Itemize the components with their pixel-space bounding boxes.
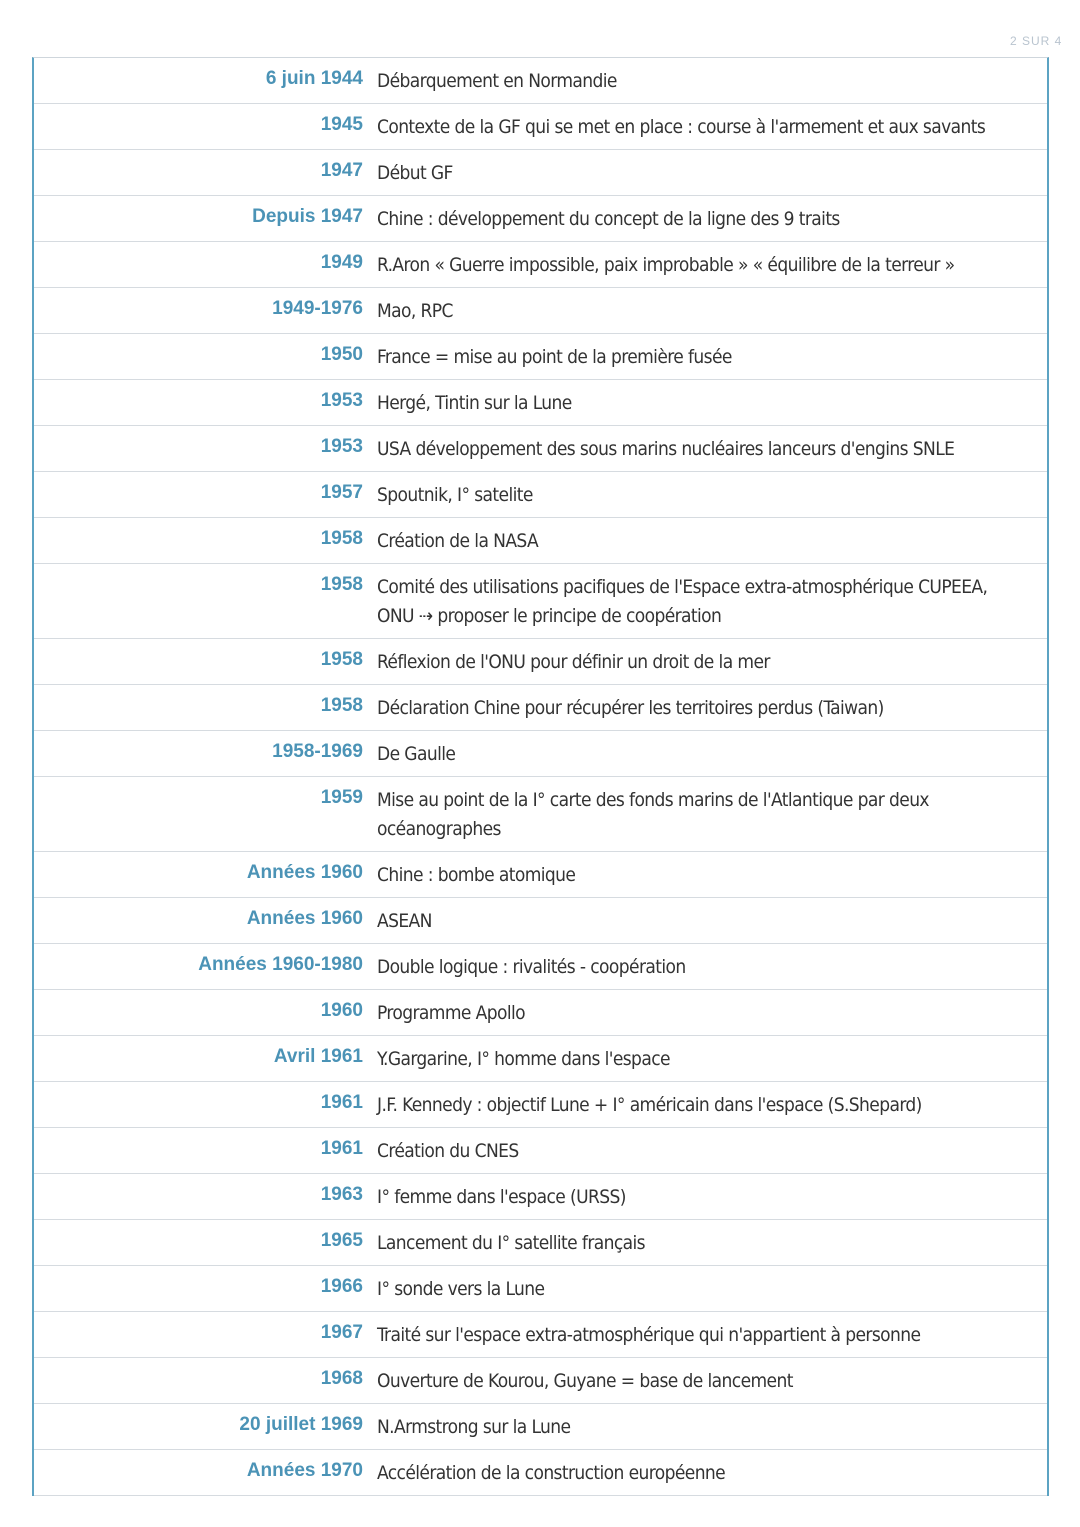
timeline-row [34,1312,1047,1358]
timeline-event: Débarquement en Normandie [377,70,617,92]
timeline-event: Double logique : rivalités - coopération [377,956,686,978]
timeline-date: 1967 [320,1322,363,1343]
timeline-event: R.Aron « Guerre impossible, paix improbable » « équilibre de la terreur » [377,254,955,276]
timeline-event: USA développement des sous marins nucléaires lanceurs d'engins SNLE [377,438,955,460]
timeline-date: 1966 [320,1276,363,1297]
timeline-date: 1958-1969 [272,741,363,762]
timeline-date: 1958 [320,528,363,549]
timeline-date: 1953 [320,390,363,411]
timeline-date: 6 juin 1944 [265,68,363,89]
timeline-row [34,150,1047,196]
timeline-row [34,1404,1047,1450]
timeline-date: 20 juillet 1969 [239,1414,363,1435]
timeline-date: 1958 [320,695,363,716]
timeline-date: Avril 1961 [273,1046,363,1067]
timeline-row [34,518,1047,564]
timeline-event: I° femme dans l'espace (URSS) [377,1186,626,1208]
timeline-event: Contexte de la GF qui se met en place : course à l'armement et aux savants [377,116,986,138]
timeline-event: France = mise au point de la première fusée [377,346,732,368]
timeline-row [34,1082,1047,1128]
timeline-event: Comité des utilisations pacifiques de l'Espace extra-atmosphérique CUPEEA, ONU ⇢ proposer le principe de coopération [377,576,988,627]
timeline-date: Années 1960 [246,862,363,883]
timeline-row [34,898,1047,944]
timeline-row [34,1128,1047,1174]
timeline-row [34,334,1047,380]
timeline-row [34,1174,1047,1220]
timeline-date: 1950 [320,344,363,365]
timeline-date: Depuis 1947 [252,206,363,227]
timeline-row [34,288,1047,334]
timeline-row [34,1266,1047,1312]
timeline-table [32,57,1049,1496]
timeline-row [34,852,1047,898]
timeline-event: Y.Gargarine, I° homme dans l'espace [377,1048,670,1070]
timeline-date: 1960 [320,1000,363,1021]
timeline-date: 1953 [320,436,363,457]
timeline-event: Lancement du I° satellite français [377,1232,645,1254]
timeline-event: Hergé, Tintin sur la Lune [377,392,572,414]
timeline-date: 1958 [320,574,363,595]
timeline-event: Programme Apollo [377,1002,525,1024]
timeline-event: Réflexion de l'ONU pour définir un droit de la mer [377,651,770,673]
timeline-row [34,426,1047,472]
timeline-row [34,685,1047,731]
timeline-row [34,472,1047,518]
timeline-event: Mise au point de la I° carte des fonds marins de l'Atlantique par deux océanographes [377,789,929,840]
timeline-row [34,58,1047,104]
timeline-event: Chine : bombe atomique [377,864,576,886]
timeline-row [34,196,1047,242]
timeline-event: De Gaulle [377,743,456,765]
timeline-date: 1959 [320,787,363,808]
timeline-row [34,1220,1047,1266]
timeline-row [34,731,1047,777]
timeline-event: Ouverture de Kourou, Guyane = base de lancement [377,1370,793,1392]
timeline-event: Spoutnik, I° satelite [377,484,533,506]
timeline-date: 1947 [320,160,363,181]
timeline-event: Chine : développement du concept de la ligne des 9 traits [377,208,840,230]
timeline-row [34,639,1047,685]
timeline-event: N.Armstrong sur la Lune [377,1416,571,1438]
timeline-event: Accélération de la construction européenne [377,1462,726,1484]
timeline-row [34,242,1047,288]
timeline-event: I° sonde vers la Lune [377,1278,545,1300]
timeline-date: 1963 [320,1184,363,1205]
timeline-date: 1945 [320,114,363,135]
timeline-date: 1949 [320,252,363,273]
timeline-row [34,1036,1047,1082]
timeline-date: 1957 [320,482,363,503]
timeline-date: 1961 [320,1138,363,1159]
timeline-row [34,1358,1047,1404]
timeline-row [34,990,1047,1036]
timeline-event: Mao, RPC [377,300,453,322]
timeline-event: Début GF [377,162,453,184]
timeline-event: J.F. Kennedy : objectif Lune + I° américain dans l'espace (S.Shepard) [377,1094,922,1116]
timeline-event: Déclaration Chine pour récupérer les territoires perdus (Taiwan) [377,697,884,719]
timeline-row [34,104,1047,150]
timeline-date: 1968 [320,1368,363,1389]
page-number: 2 SUR 4 [1010,34,1063,48]
timeline-event: Traité sur l'espace extra-atmosphérique qui n'appartient à personne [377,1324,921,1346]
timeline-date: 1958 [320,649,363,670]
timeline-row [34,777,1047,852]
timeline-date: Années 1970 [246,1460,363,1481]
timeline-date: Années 1960-1980 [198,954,363,975]
timeline-row [34,1450,1047,1496]
timeline-date: Années 1960 [246,908,363,929]
timeline-event: Création de la NASA [377,530,539,552]
timeline-row [34,380,1047,426]
timeline-event: Création du CNES [377,1140,519,1162]
timeline-date: 1961 [320,1092,363,1113]
timeline-row [34,564,1047,639]
timeline-date: 1949-1976 [272,298,363,319]
timeline-row [34,944,1047,990]
timeline-date: 1965 [320,1230,363,1251]
timeline-event: ASEAN [377,910,432,932]
